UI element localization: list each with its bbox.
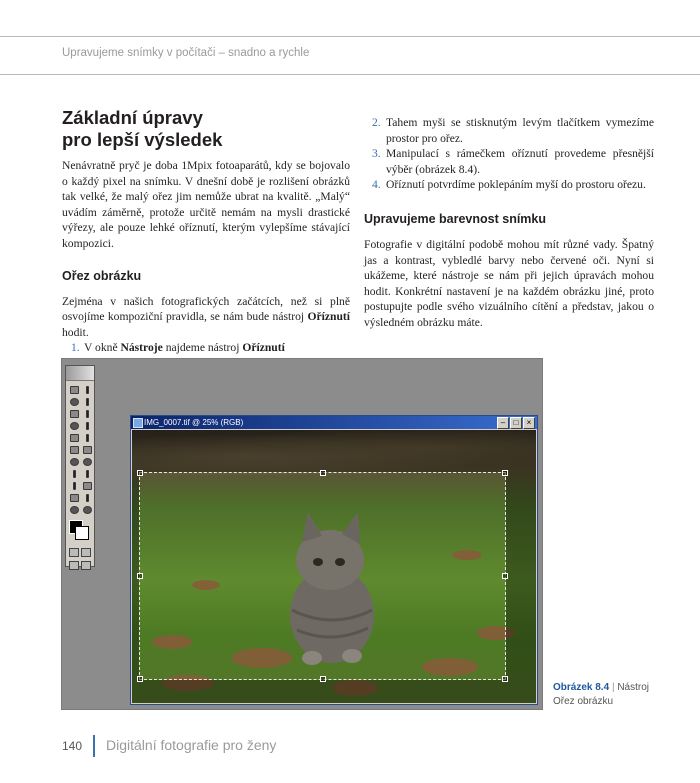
shape-tool-icon[interactable] [81, 481, 92, 490]
mask-mode-row [66, 546, 94, 559]
section-heading-line1: Základní úpravy [62, 107, 203, 128]
crop-handle-left[interactable] [137, 573, 143, 579]
list-item [364, 177, 654, 193]
step-number: 4. [372, 178, 381, 192]
caption-text-line2: Ořez obrázku [553, 696, 614, 707]
screen-mode-row [66, 559, 94, 572]
tools-window-name: Nástroje [120, 341, 163, 355]
color-subheading: Upravujeme barevnost snímku [364, 211, 547, 226]
close-icon[interactable]: × [523, 417, 535, 429]
slice-tool-icon[interactable] [81, 409, 92, 418]
list-item [364, 115, 654, 146]
crop-handle-bottom-left[interactable] [137, 676, 143, 682]
list-item [62, 340, 350, 356]
running-head-text: Upravujeme snímky v počítači – snadno a rychle [62, 47, 310, 59]
step-text: Manipulací s rámečkem oříznutí provedeme přesnější výběr (obrázek 8.4). [386, 147, 654, 176]
crop-shield-bottom [139, 680, 506, 703]
quick-mask-mode-icon[interactable] [81, 548, 91, 557]
window-buttons [497, 417, 535, 429]
section-heading [62, 107, 350, 151]
step-text: Oříznutí potvrdíme poklepáním myší do prostoru ořezu. [386, 178, 646, 192]
eraser-tool-icon[interactable] [68, 445, 79, 454]
crop-handle-top[interactable] [320, 470, 326, 476]
move-tool-icon[interactable] [81, 385, 92, 394]
history-brush-tool-icon[interactable] [81, 433, 92, 442]
crop-paragraph [62, 294, 350, 341]
marquee-tool-icon[interactable] [68, 385, 79, 394]
crop-handle-right[interactable] [502, 573, 508, 579]
type-tool-icon[interactable] [81, 469, 92, 478]
crop-handle-top-left[interactable] [137, 470, 143, 476]
step-number: 1. [71, 341, 80, 355]
zoom-tool-icon[interactable] [81, 505, 92, 514]
color-swatches[interactable] [66, 520, 94, 546]
crop-paragraph-end: hodit. [62, 325, 89, 339]
standard-mode-icon[interactable] [69, 548, 79, 557]
crop-handle-top-right[interactable] [502, 470, 508, 476]
kitten-photo-canvas[interactable] [132, 430, 536, 703]
list-item [364, 146, 654, 177]
figure-screenshot [61, 358, 543, 710]
background-color-swatch[interactable] [75, 526, 89, 540]
crop-handle-bottom-right[interactable] [502, 676, 508, 682]
eyedropper-tool-icon[interactable] [81, 493, 92, 502]
caption-separator: | [611, 682, 615, 693]
minimize-icon[interactable]: – [497, 417, 509, 429]
blur-tool-icon[interactable] [68, 457, 79, 466]
dodge-tool-icon[interactable] [81, 457, 92, 466]
step-text: najdeme nástroj [162, 341, 243, 355]
step-number: 3. [372, 147, 381, 161]
image-document-window[interactable] [130, 415, 538, 705]
crop-tool-name: Oříznutí [307, 310, 350, 324]
screen-mode-standard-icon[interactable] [69, 561, 79, 570]
crop-tool-name: Oříznutí [242, 341, 285, 355]
crop-subheading: Ořez obrázku [62, 268, 142, 283]
tools-palette-header [66, 366, 94, 381]
healing-brush-tool-icon[interactable] [68, 421, 79, 430]
figure-label: Obrázek 8.4 [553, 682, 610, 693]
crop-handle-bottom[interactable] [320, 676, 326, 682]
crop-frame[interactable] [139, 472, 506, 680]
footer-divider [93, 735, 95, 757]
notes-tool-icon[interactable] [68, 493, 79, 502]
right-column [364, 115, 654, 331]
left-column [62, 107, 350, 356]
color-paragraph: Fotografie v digitální podobě mohou mít různé vady. Špatný jas a kontrast, vybledlé barvy nebo červené oči. Nyní si ukážeme, které nástroje se nám při jejich úpravách mohou hodit. Konkrétní nastavení je na každém obrázku jiné, proto postupujte podle svého vizuálního cítění a představ, jakou o výsledném obrázku máte. [364, 237, 654, 329]
section-heading-line2: pro lepší výsledek [62, 129, 223, 150]
intro-paragraph: Nenávratně pryč je doba 1Mpix fotoaparátů, kdy se bojovalo o každý pixel na snímku. V dnešní době je rozlišení obrázků tak velké, že malý ořez jim nemůže ubrat na kvalitě. „Malý“ uvádím záměrně, protože určitě nemám na mysli drastické výřezy, ale pouze lehké oříznutí, kterým vylepšíme stávající kompozici. [62, 159, 350, 250]
lasso-tool-icon[interactable] [68, 397, 79, 406]
document-title-bar[interactable] [131, 416, 537, 429]
step-list-left [62, 340, 350, 356]
step-number: 2. [372, 116, 381, 129]
running-head [0, 36, 700, 75]
pen-tool-icon[interactable] [68, 481, 79, 490]
crop-shield-top [139, 430, 506, 472]
brush-tool-icon[interactable] [81, 421, 92, 430]
crop-shield-right [506, 430, 536, 703]
crop-tool-icon[interactable] [68, 409, 79, 418]
step-text: V okně [84, 341, 121, 355]
stamp-tool-icon[interactable] [68, 433, 79, 442]
document-title: IMG_0007.tif @ 25% (RGB) [144, 418, 244, 427]
crop-paragraph-text: Zejména v našich fotografických začátcích, než si plně osvojíme kompoziční pravidla, se nám bude nástroj [62, 294, 350, 324]
document-icon [133, 418, 143, 428]
screen-mode-full-icon[interactable] [81, 561, 91, 570]
step-text: Tahem myši se stisknutým levým tlačítkem vymezíme prostor pro ořez. [386, 116, 654, 145]
path-selection-tool-icon[interactable] [68, 469, 79, 478]
step-list-right [364, 115, 654, 193]
page-number: 140 [62, 739, 83, 753]
caption-text-line1: Nástroj [617, 682, 650, 693]
figure-caption [553, 681, 673, 709]
hand-tool-icon[interactable] [68, 505, 79, 514]
maximize-icon[interactable]: □ [510, 417, 522, 429]
gradient-tool-icon[interactable] [81, 445, 92, 454]
magic-wand-tool-icon[interactable] [81, 397, 92, 406]
tools-palette [65, 365, 95, 567]
tool-grid [66, 381, 94, 514]
book-title: Digitální fotografie pro ženy [106, 737, 277, 753]
